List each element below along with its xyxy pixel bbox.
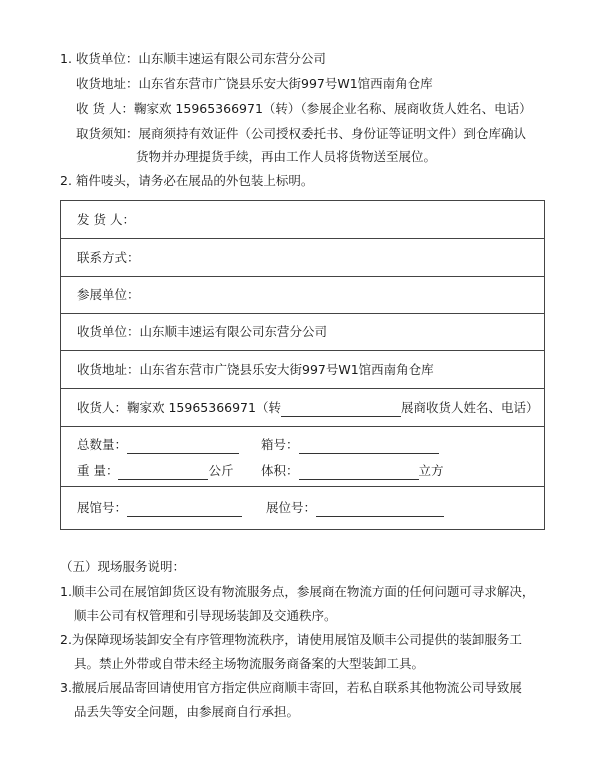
- cube-unit: 立方: [418, 463, 444, 478]
- weight-field: [77, 462, 234, 480]
- table-row: [61, 201, 544, 239]
- weight-blank[interactable]: [118, 466, 208, 480]
- notice-line-1: 取货须知：展商须持有效证件（公司授权委托书、身份证等证明文件）到仓库确认: [76, 126, 527, 141]
- hall-no-blank[interactable]: [127, 503, 242, 517]
- address-line: 收货地址：山东省东营市广饶县乐安大街997号W1馆西南角仓库: [76, 76, 433, 91]
- contact-line: 收 货 人：鞠家欢 15965366971（转）（参展企业名称、展商收货人姓名、电话）: [76, 101, 532, 116]
- kg-unit: 公斤: [208, 463, 234, 478]
- item-3-line-2: 品丢失等安全问题，由参展商自行承担。: [74, 704, 300, 719]
- volume-label: 体积：: [261, 463, 299, 478]
- section-5-title: （五）现场服务说明：: [60, 559, 186, 574]
- receiver-cell: [77, 399, 538, 417]
- item-2-line: 2. 箱件唛头，请务必在展品的外包装上标明。: [60, 173, 314, 188]
- table-row: [61, 389, 544, 427]
- item-1-line-2: 顺丰公司有权管理和引导现场装卸及交通秩序。: [74, 608, 337, 623]
- receiver-unit-line: 1. 收货单位：山东顺丰速运有限公司东营分公司: [60, 51, 326, 66]
- total-qty-blank[interactable]: [127, 440, 239, 454]
- total-qty-label: 总数量：: [77, 437, 128, 452]
- sender-label: 发 货 人：: [77, 212, 135, 227]
- booth-no-label: 展位号：: [266, 500, 317, 515]
- total-qty-field: [77, 436, 239, 454]
- table-row: [61, 427, 544, 487]
- address-cell: 收货地址：山东省东营市广饶县乐安大街997号W1馆西南角仓库: [77, 362, 434, 377]
- exhibitor-label: 参展单位：: [77, 287, 140, 302]
- booth-no-field: [266, 499, 444, 517]
- box-no-field: [261, 436, 439, 454]
- booth-no-blank[interactable]: [316, 503, 444, 517]
- weight-label: 重 量：: [77, 463, 119, 478]
- receiver-blank[interactable]: [281, 403, 401, 417]
- box-no-blank[interactable]: [299, 440, 439, 454]
- table-row: [61, 487, 544, 529]
- shipping-label-table: [60, 200, 545, 530]
- volume-blank[interactable]: [299, 466, 419, 480]
- item-2-line-1: 2.为保障现场装卸安全有序管理物流秩序，请使用展馆及顺丰公司提供的装卸服务工: [60, 632, 522, 647]
- receiver-suffix: 展商收货人姓名、电话）: [400, 400, 539, 415]
- item-1-line-1: 1.顺丰公司在展馆卸货区设有物流服务点，参展商在物流方面的任何问题可寻求解决，: [60, 584, 535, 599]
- item-3-line-1: 3.撤展后展品寄回请使用官方指定供应商顺丰寄回，若私自联系其他物流公司导致展: [60, 680, 522, 695]
- item-2-line-2: 具。禁止外带或自带未经主场物流服务商备案的大型装卸工具。: [74, 656, 425, 671]
- notice-line-2: 货物并办理提货手续，再由工作人员将货物送至展位。: [136, 149, 437, 164]
- table-row: [61, 277, 544, 314]
- box-no-label: 箱号：: [261, 437, 299, 452]
- contact-method-label: 联系方式：: [77, 250, 140, 265]
- volume-field: [261, 462, 444, 480]
- table-row: [61, 351, 544, 389]
- receiver-prefix: 收货人：鞠家欢 15965366971（转: [77, 400, 281, 415]
- hall-no-field: [77, 499, 242, 517]
- table-row: [61, 314, 544, 351]
- hall-no-label: 展馆号：: [77, 500, 128, 515]
- table-row: [61, 239, 544, 277]
- receiver-unit-cell: 收货单位：山东顺丰速运有限公司东营分公司: [77, 324, 328, 339]
